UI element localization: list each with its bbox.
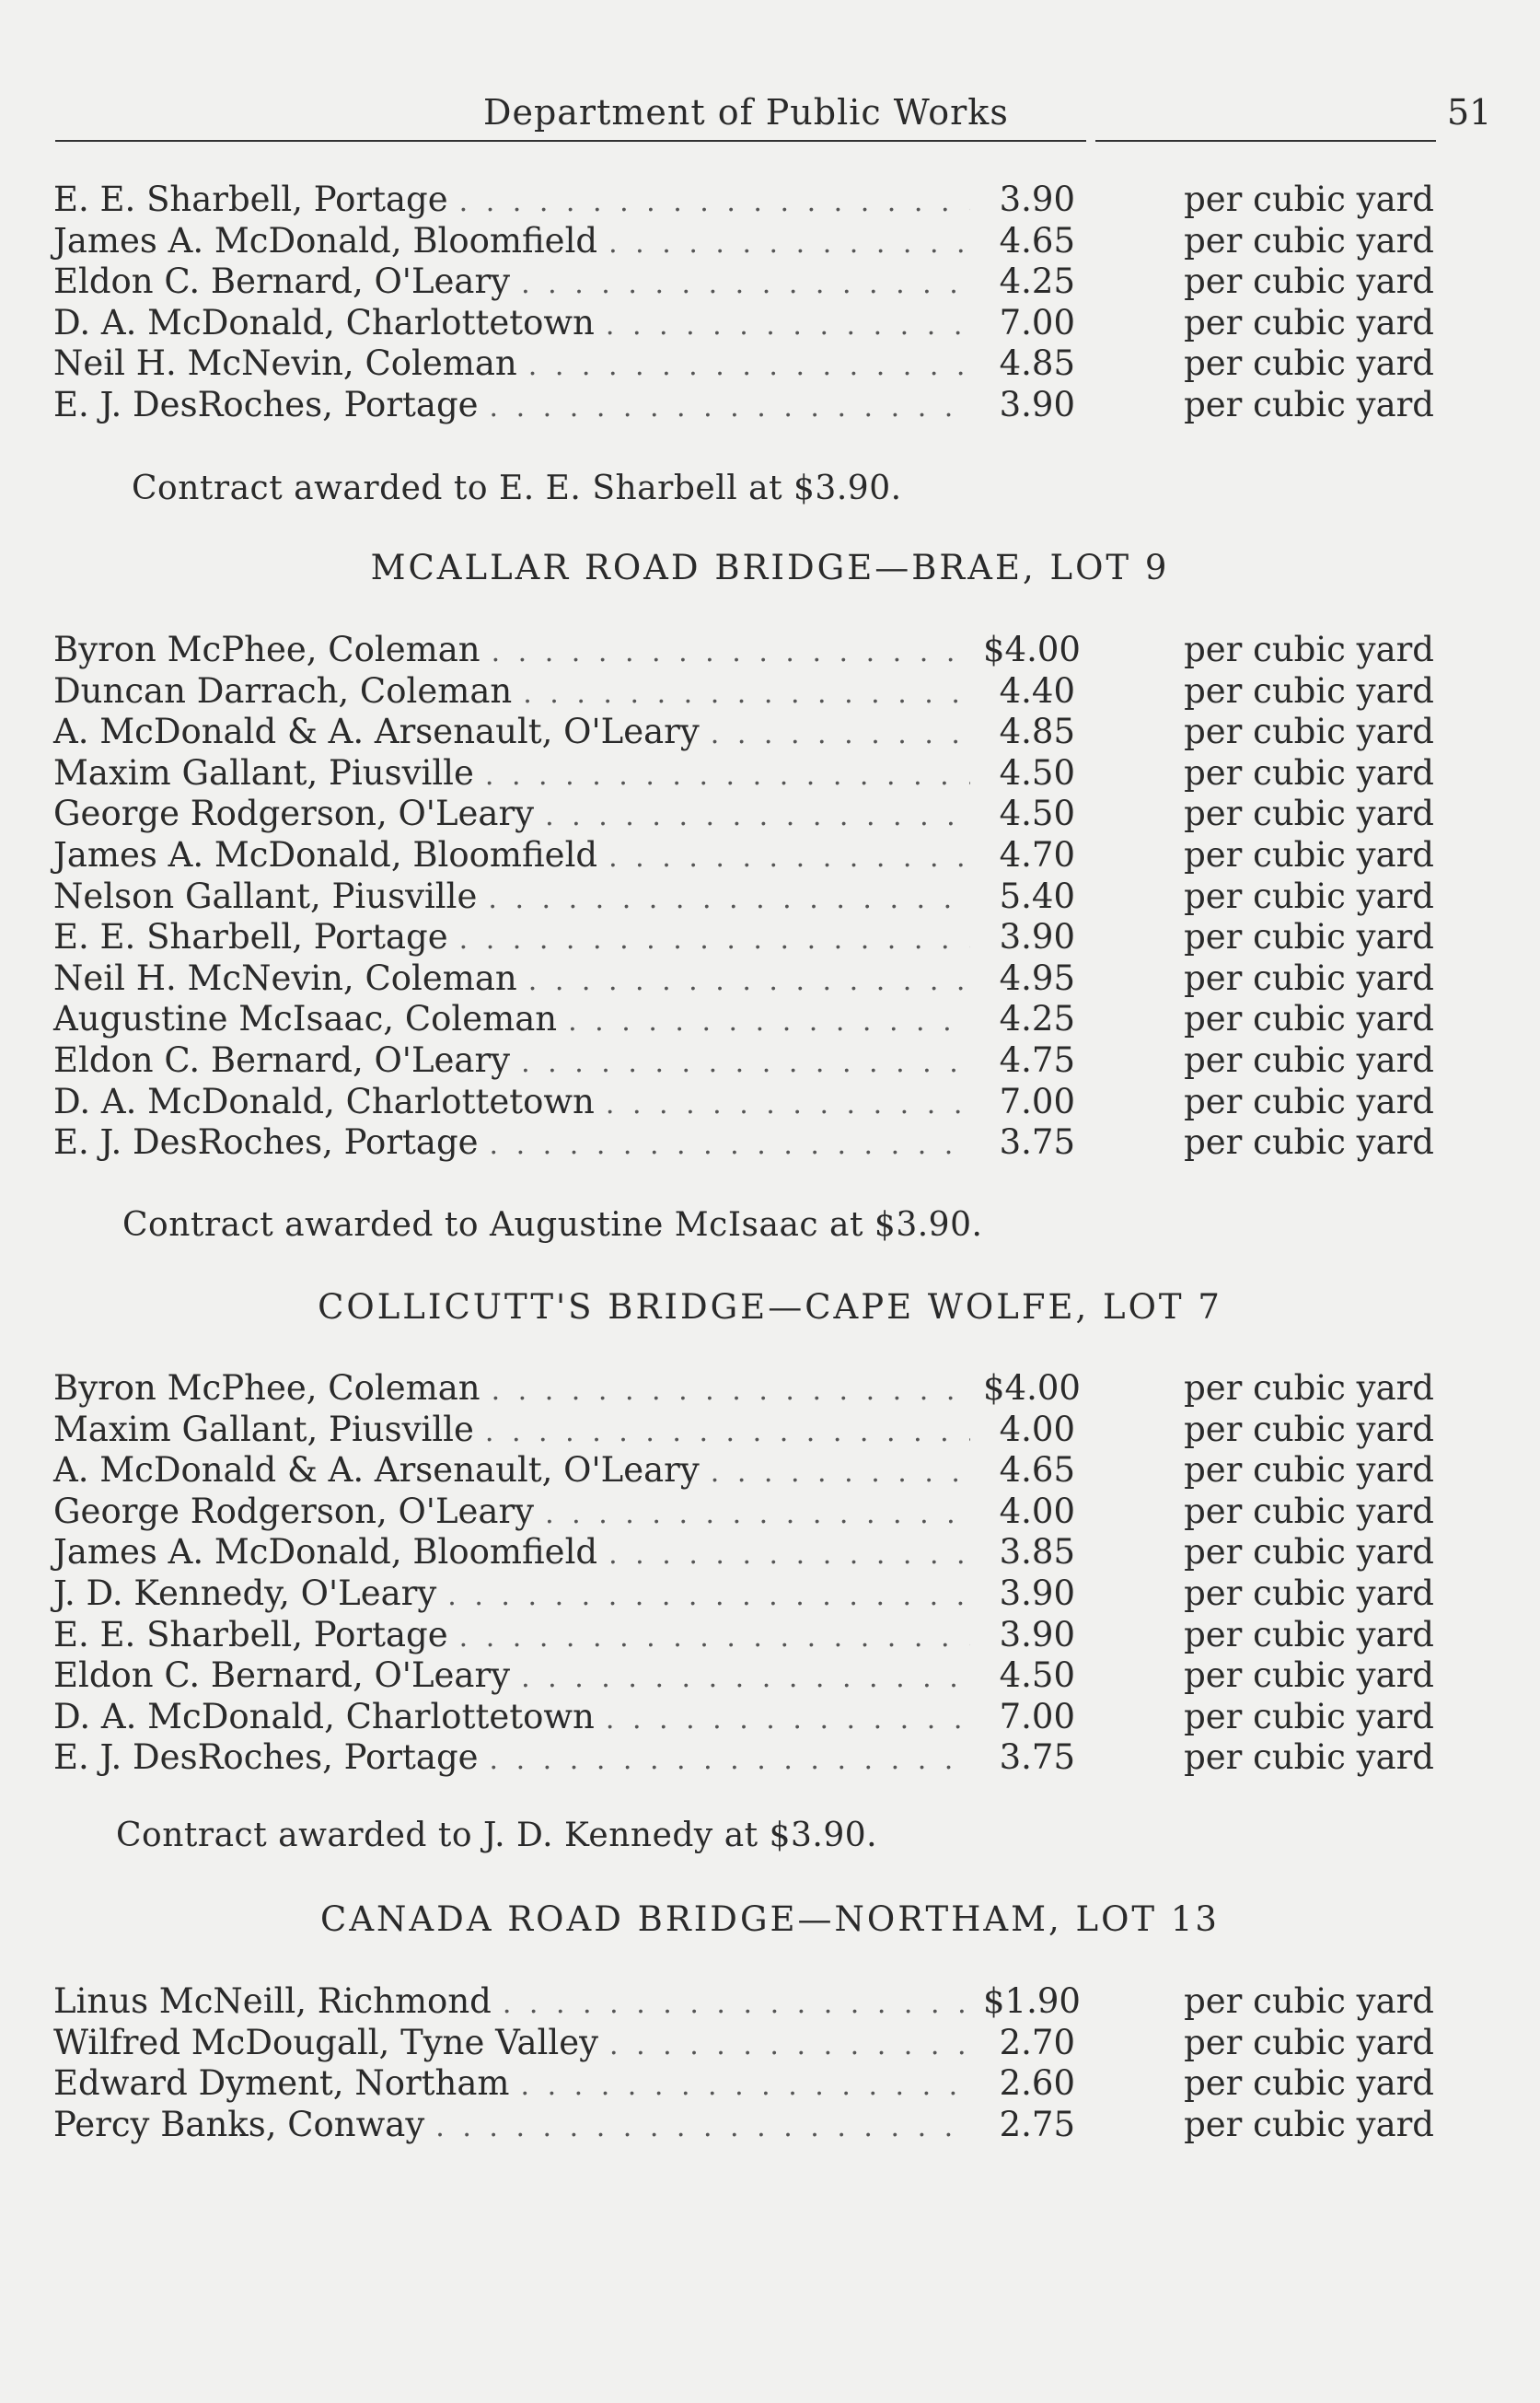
bid-unit: per cubic yard — [1184, 1655, 1434, 1696]
dot-leader — [521, 2066, 970, 2107]
section-heading: COLLICUTT'S BRIDGE—CAPE WOLFE, LOT 7 — [318, 1287, 1222, 1327]
bidder-name: E. J. DesRoches, Portage — [53, 384, 479, 424]
bidder-name: James A. McDonald, Bloomfield — [53, 834, 598, 875]
bid-unit: per cubic yard — [1184, 1491, 1434, 1531]
bidder-name: E. E. Sharbell, Portage — [53, 917, 448, 958]
bid-unit: per cubic yard — [1184, 1368, 1434, 1408]
bid-price: 5.40 — [999, 876, 1075, 916]
bidder-name: Linus McNeill, Richmond — [53, 1981, 492, 2021]
bid-list — [53, 1981, 1434, 2145]
bid-row — [53, 1737, 1434, 1779]
header-rule — [55, 140, 1086, 142]
bid-price: 4.50 — [999, 752, 1075, 793]
bid-row — [53, 2063, 1434, 2105]
bid-row — [53, 753, 1434, 795]
bidder-name: D. A. McDonald, Charlottetown — [53, 1081, 595, 1121]
bid-price: 3.75 — [999, 1122, 1075, 1163]
bidder-name: Byron McPhee, Coleman — [53, 1368, 481, 1408]
bid-unit: per cubic yard — [1184, 1737, 1434, 1778]
header-rule — [1095, 140, 1436, 142]
dot-leader — [545, 796, 970, 838]
dot-leader — [492, 1371, 970, 1412]
bid-price: 7.00 — [999, 302, 1075, 342]
dot-leader — [490, 1125, 970, 1167]
bid-unit: per cubic yard — [1184, 384, 1434, 424]
dot-leader — [568, 1002, 970, 1043]
bid-row — [53, 1532, 1434, 1573]
bid-price: 4.25 — [999, 999, 1075, 1039]
section-heading: CANADA ROAD BRIDGE—NORTHAM, LOT 13 — [320, 1899, 1220, 1939]
dot-leader — [606, 1700, 970, 1741]
dot-leader — [492, 633, 970, 674]
dot-leader — [521, 1658, 970, 1700]
bidder-name: Duncan Darrach, Coleman — [53, 670, 513, 711]
bidder-name: D. A. McDonald, Charlottetown — [53, 1696, 595, 1736]
bid-unit: per cubic yard — [1184, 999, 1434, 1039]
bidder-name: George Rodgerson, O'Leary — [53, 1491, 535, 1531]
bid-price: 4.50 — [999, 1655, 1075, 1696]
bid-unit: per cubic yard — [1184, 630, 1434, 669]
bid-unit: per cubic yard — [1184, 220, 1434, 261]
bidder-name: Nelson Gallant, Piusville — [53, 876, 478, 916]
bid-unit: per cubic yard — [1184, 261, 1434, 302]
dot-leader — [485, 1412, 970, 1454]
bid-unit: per cubic yard — [1184, 1122, 1434, 1163]
bid-row — [53, 221, 1434, 262]
bidder-name: Wilfred McDougall, Tyne Valley — [53, 2022, 598, 2062]
bid-price: 2.60 — [999, 2063, 1075, 2104]
dot-leader — [490, 388, 970, 429]
bid-price: 2.75 — [999, 2104, 1075, 2144]
bid-row — [53, 1697, 1434, 1738]
bid-price: 4.40 — [999, 670, 1075, 711]
bid-unit: per cubic yard — [1184, 1409, 1434, 1449]
dot-leader — [608, 1535, 970, 1576]
dot-leader — [711, 714, 970, 756]
dot-leader — [528, 346, 970, 388]
bid-unit: per cubic yard — [1184, 958, 1434, 998]
bid-row — [53, 261, 1434, 303]
bid-unit: per cubic yard — [1184, 343, 1434, 384]
bidder-name: Neil H. McNevin, Coleman — [53, 958, 517, 998]
bid-price: 4.75 — [999, 1039, 1075, 1080]
dot-leader — [459, 182, 970, 224]
bidder-name: Edward Dyment, Northam — [53, 2063, 510, 2104]
bidder-name: Eldon C. Bernard, O'Leary — [53, 1039, 511, 1080]
dot-leader — [528, 961, 970, 1003]
bid-price: $4.00 — [983, 1368, 1081, 1408]
bidder-name: James A. McDonald, Bloomfield — [53, 1532, 598, 1573]
dot-leader — [488, 879, 970, 921]
bid-unit: per cubic yard — [1184, 794, 1434, 834]
bid-unit: per cubic yard — [1184, 917, 1434, 958]
dot-leader — [606, 1085, 970, 1126]
bid-row — [53, 999, 1434, 1040]
bidder-name: Maxim Gallant, Piusville — [53, 1409, 474, 1449]
bid-price: 7.00 — [999, 1696, 1075, 1736]
dot-leader — [503, 1984, 970, 2026]
bid-row — [53, 2105, 1434, 2146]
bid-row — [53, 303, 1434, 344]
bid-price: 4.85 — [999, 343, 1075, 384]
bid-unit: per cubic yard — [1184, 670, 1434, 711]
bid-unit: per cubic yard — [1184, 1981, 1434, 2021]
running-header — [55, 92, 1492, 144]
bid-unit: per cubic yard — [1184, 1573, 1434, 1613]
dot-leader — [521, 264, 970, 306]
bid-row — [53, 343, 1434, 385]
bid-price: 4.50 — [999, 794, 1075, 834]
bid-unit: per cubic yard — [1184, 2104, 1434, 2144]
bidder-name: Eldon C. Bernard, O'Leary — [53, 261, 511, 302]
bid-row — [53, 712, 1434, 753]
bidder-name: Maxim Gallant, Piusville — [53, 752, 474, 793]
bid-list — [53, 1368, 1434, 1779]
dot-leader — [485, 756, 970, 797]
bid-price: 4.00 — [999, 1491, 1075, 1531]
bidder-name: Neil H. McNevin, Coleman — [53, 343, 517, 384]
dot-leader — [711, 1453, 970, 1494]
bid-unit: per cubic yard — [1184, 2022, 1434, 2062]
bid-unit: per cubic yard — [1184, 1696, 1434, 1736]
bid-row — [53, 1655, 1434, 1697]
bid-unit: per cubic yard — [1184, 1081, 1434, 1121]
bid-price: 3.90 — [999, 180, 1075, 219]
dot-leader — [608, 224, 970, 265]
bid-price: 2.70 — [999, 2022, 1075, 2062]
bidder-name: James A. McDonald, Bloomfield — [53, 220, 598, 261]
bid-price: 7.00 — [999, 1081, 1075, 1121]
bid-price: 4.70 — [999, 834, 1075, 875]
bid-unit: per cubic yard — [1184, 876, 1434, 916]
bid-list — [53, 630, 1434, 1164]
bid-row — [53, 1615, 1434, 1656]
bid-row — [53, 1082, 1434, 1123]
bidder-name: E. J. DesRoches, Portage — [53, 1122, 479, 1163]
dot-leader — [523, 674, 970, 715]
bid-price: 3.90 — [999, 1573, 1075, 1613]
bid-price: 3.90 — [999, 1614, 1075, 1654]
bid-price: 3.90 — [999, 917, 1075, 958]
dot-leader — [545, 1494, 970, 1536]
bid-price: 4.65 — [999, 220, 1075, 261]
bid-price: $4.00 — [983, 630, 1081, 669]
bid-row — [53, 1981, 1434, 2023]
section-heading: MCALLAR ROAD BRIDGE—BRAE, LOT 9 — [370, 548, 1170, 587]
bidder-name: A. McDonald & A. Arsenault, O'Leary — [53, 1450, 700, 1491]
running-title: Department of Public Works — [483, 92, 1009, 133]
bid-unit: per cubic yard — [1184, 1450, 1434, 1491]
bid-unit: per cubic yard — [1184, 752, 1434, 793]
contract-award: Contract awarded to E. E. Sharbell at $3.90. — [132, 470, 902, 507]
bid-price: 3.75 — [999, 1737, 1075, 1778]
dot-leader — [435, 2107, 970, 2149]
contract-award: Contract awarded to J. D. Kennedy at $3.90. — [116, 1817, 878, 1854]
bid-unit: per cubic yard — [1184, 1532, 1434, 1573]
bid-unit: per cubic yard — [1184, 2063, 1434, 2104]
dot-leader — [447, 1576, 970, 1618]
bidder-name: Byron McPhee, Coleman — [53, 630, 481, 669]
bid-row — [53, 794, 1434, 835]
bid-price: 3.85 — [999, 1532, 1075, 1573]
bid-row — [53, 876, 1434, 918]
dot-leader — [606, 306, 970, 347]
bid-row — [53, 2023, 1434, 2064]
bid-price: 4.65 — [999, 1450, 1075, 1491]
bid-row — [53, 385, 1434, 426]
bid-unit: per cubic yard — [1184, 834, 1434, 875]
bid-row — [53, 1368, 1434, 1410]
dot-leader — [609, 2026, 970, 2067]
bid-row — [53, 1410, 1434, 1451]
bid-row — [53, 1122, 1434, 1164]
bidder-name: J. D. Kennedy, O'Leary — [53, 1573, 437, 1613]
bidder-name: A. McDonald & A. Arsenault, O'Leary — [53, 712, 700, 752]
bidder-name: George Rodgerson, O'Leary — [53, 794, 535, 834]
bid-unit: per cubic yard — [1184, 1614, 1434, 1654]
page-number: 51 — [1447, 92, 1492, 133]
bid-row — [53, 835, 1434, 876]
bid-row — [53, 630, 1434, 671]
bid-price: 4.85 — [999, 712, 1075, 752]
bidder-name: E. E. Sharbell, Portage — [53, 180, 448, 219]
contract-award: Contract awarded to Augustine McIsaac at $3.90. — [122, 1206, 983, 1244]
bid-row — [53, 671, 1434, 713]
bidder-name: D. A. McDonald, Charlottetown — [53, 302, 595, 342]
bidder-name: Augustine McIsaac, Coleman — [53, 999, 558, 1039]
bid-row — [53, 1573, 1434, 1615]
dot-leader — [459, 1618, 970, 1659]
bid-row — [53, 1450, 1434, 1492]
bid-price: 4.00 — [999, 1409, 1075, 1449]
bid-price: 4.95 — [999, 958, 1075, 998]
bid-unit: per cubic yard — [1184, 712, 1434, 752]
bid-row — [53, 1492, 1434, 1533]
bidder-name: E. J. DesRoches, Portage — [53, 1737, 479, 1778]
bid-price: 4.25 — [999, 261, 1075, 302]
bid-row — [53, 917, 1434, 958]
bid-row — [53, 1040, 1434, 1082]
bid-list — [53, 180, 1434, 426]
bid-row — [53, 958, 1434, 1000]
bid-unit: per cubic yard — [1184, 180, 1434, 219]
bid-unit: per cubic yard — [1184, 1039, 1434, 1080]
dot-leader — [459, 920, 970, 961]
bid-price: $1.90 — [983, 1981, 1081, 2021]
dot-leader — [608, 838, 970, 879]
bid-row — [53, 180, 1434, 221]
bidder-name: Percy Banks, Conway — [53, 2104, 425, 2144]
dot-leader — [490, 1740, 970, 1782]
bidder-name: Eldon C. Bernard, O'Leary — [53, 1655, 511, 1696]
bidder-name: E. E. Sharbell, Portage — [53, 1614, 448, 1654]
bid-unit: per cubic yard — [1184, 302, 1434, 342]
dot-leader — [521, 1043, 970, 1085]
bid-price: 3.90 — [999, 384, 1075, 424]
